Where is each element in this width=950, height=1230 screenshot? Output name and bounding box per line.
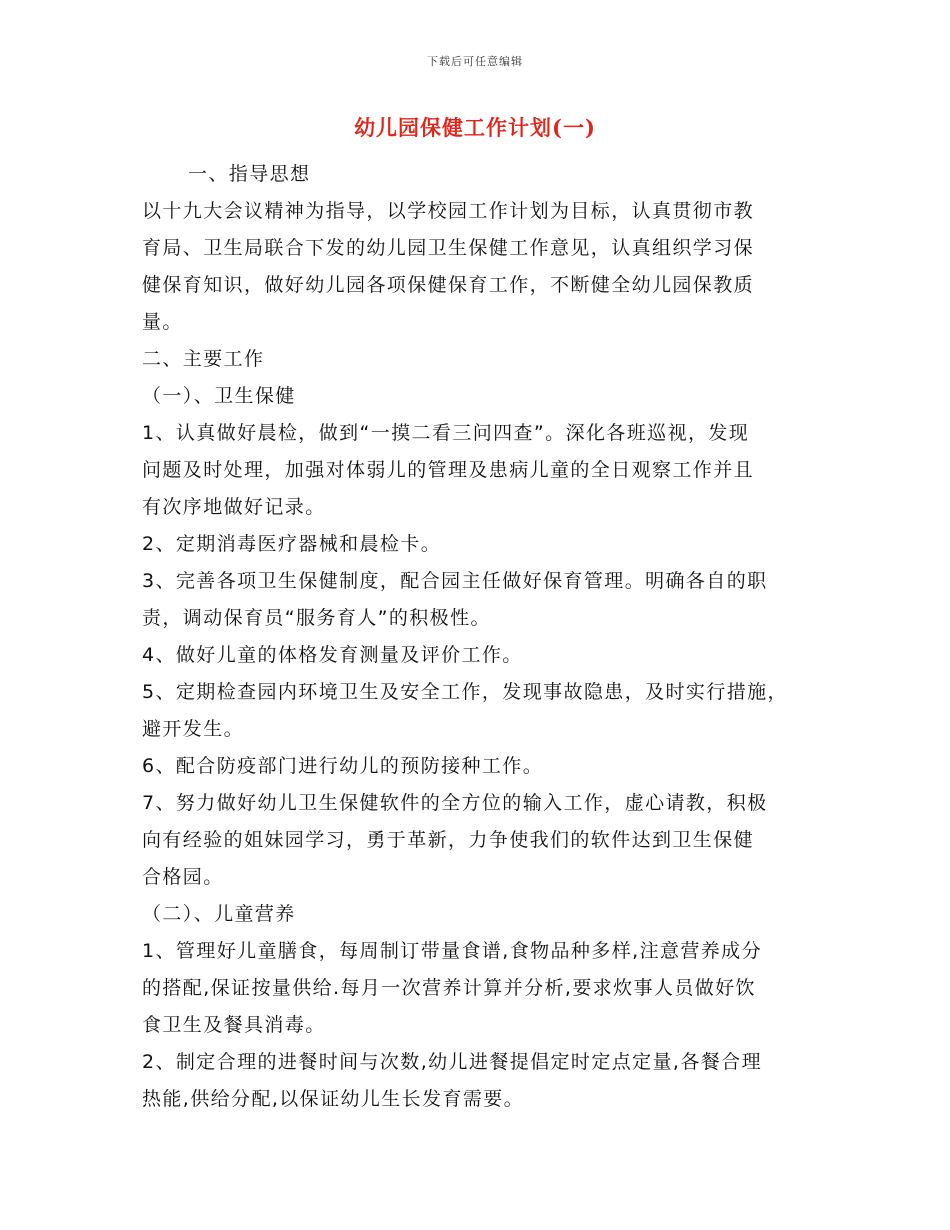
paragraph-line: 1、认真做好晨检，做到“一摸二看三问四查”。深化各班巡视，发现 xyxy=(142,422,750,444)
paragraph-line: 量。 xyxy=(142,311,183,333)
paragraph-line: 问题及时处理，加强对体弱儿的管理及患病儿童的全日观察工作并且 xyxy=(142,459,755,481)
paragraph-line: 健保育知识，做好幼儿园各项保健保育工作，不断健全幼儿园保教质 xyxy=(142,274,755,296)
paragraph-line: 5、定期检查园内环境卫生及安全工作，发现事故隐患，及时实行措施， xyxy=(142,681,788,703)
paragraph-line: 2、定期消毒医疗器械和晨检卡。 xyxy=(142,533,442,555)
paragraph-line: 合格园。 xyxy=(142,866,224,888)
paragraph-line: 育局、卫生局联合下发的幼儿园卫生保健工作意见，认真组织学习保 xyxy=(142,237,755,259)
subsection-heading: （二）、儿童营养 xyxy=(142,903,296,925)
paragraph-line: 食卫生及餐具消毒。 xyxy=(142,1014,326,1036)
paragraph-line: 避开发生。 xyxy=(142,718,245,740)
document-title: 幼儿园保健工作计划(一) xyxy=(354,115,596,140)
document-body xyxy=(142,156,822,1118)
paragraph-line: 3、完善各项卫生保健制度，配合园主任做好保育管理。明确各自的职 xyxy=(142,570,768,592)
section-heading: 一、指导思想 xyxy=(188,163,311,185)
subsection-heading: （一）、卫生保健 xyxy=(142,385,296,407)
paragraph-line: 以十九大会议精神为指导，以学校园工作计划为目标，认真贯彻市教 xyxy=(142,200,755,222)
paragraph-line: 的搭配,保证按量供给.每月一次营养计算并分析,要求炊事人员做好饮 xyxy=(142,977,756,999)
paragraph-line: 向有经验的姐妹园学习，勇于革新，力争使我们的软件达到卫生保健 xyxy=(142,829,755,851)
paragraph-line: 热能,供给分配,以保证幼儿生长发育需要。 xyxy=(142,1088,525,1110)
paragraph-line: 1、管理好儿童膳食，每周制订带量食谱,食物品种多样,注意营养成分 xyxy=(142,940,762,962)
paragraph-line: 4、做好儿童的体格发育测量及评价工作。 xyxy=(142,644,523,666)
paragraph-line: 2、制定合理的进餐时间与次数,幼儿进餐提倡定时定点定量,各餐合理 xyxy=(142,1051,762,1073)
paragraph-line: 7、努力做好幼儿卫生保健软件的全方位的输入工作，虚心请教，积极 xyxy=(142,792,768,814)
page-header-note: 下载后可任意编辑 xyxy=(427,55,523,68)
paragraph-line: 6、配合防疫部门进行幼儿的预防接种工作。 xyxy=(142,755,544,777)
paragraph-line: 责，调动保育员“服务育人”的积极性。 xyxy=(142,607,491,629)
section-heading: 二、主要工作 xyxy=(142,348,265,370)
paragraph-line: 有次序地做好记录。 xyxy=(142,496,326,518)
